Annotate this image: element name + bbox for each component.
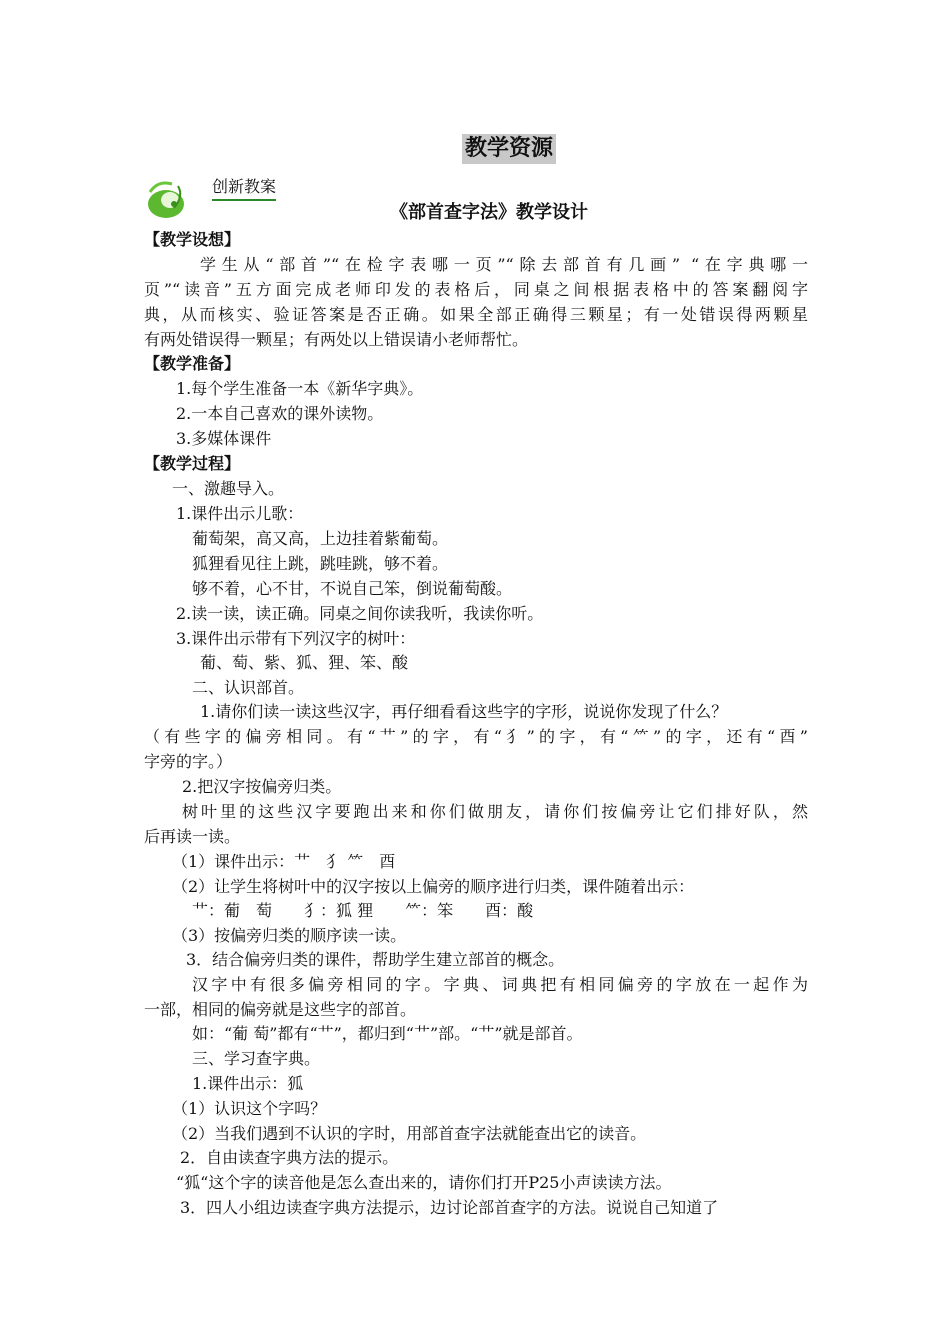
text-line: 2．自由读查字典方法的提示。 <box>180 1148 399 1167</box>
text-line: 艹：葡 萄 犭：狐 狸 ⺮：笨 酉：酸 <box>192 901 534 920</box>
text-line: 汉字中有很多偏旁相同的字。字典、词典把有相同偏旁的字放在一起作为 <box>192 975 808 994</box>
text-line: 2.把汉字按偏旁归类。 <box>182 777 342 796</box>
text-line: 一、激趣导入。 <box>172 479 285 498</box>
text-line: 1.课件出示儿歌： <box>176 504 304 523</box>
text-line: 3.多媒体课件 <box>176 429 272 448</box>
text-line: 葡、萄、紫、狐、狸、笨、酸 <box>200 653 409 672</box>
text-line: 1.每个学生准备一本《新华字典》。 <box>176 379 424 398</box>
section-heading: 【教学过程】 <box>144 454 241 473</box>
text-line: 3.课件出示带有下列汉字的树叶： <box>176 629 416 648</box>
text-line: 够不着，心不甘，不说自己笨，倒说葡萄酸。 <box>192 579 513 598</box>
text-line: 1.课件出示：狐 <box>192 1074 304 1093</box>
text-line: 典，从而核实、验证答案是否正确。如果全部正确得三颗星；有一处错误得两颗星 <box>144 305 808 324</box>
text-line: （1）课件出示：艹 犭 ⺮ 酉 <box>172 852 396 871</box>
text-line: 葡萄架，高又高，上边挂着紫葡萄。 <box>192 529 449 548</box>
document-title: 《部首查字法》教学设计 <box>390 202 588 223</box>
text-line: （3）按偏旁归类的顺序读一读。 <box>172 926 407 945</box>
text-line: （2）让学生将树叶中的汉字按以上偏旁的顺序进行归类，课件随着出示： <box>172 877 695 896</box>
text-line: 三、学习查字典。 <box>192 1049 321 1068</box>
text-line: 2.一本自己喜欢的课外读物。 <box>176 404 384 423</box>
text-line: 狐狸看见往上跳，跳哇跳，够不着。 <box>192 554 449 573</box>
text-line: 字旁的字。） <box>144 752 233 771</box>
text-line: 后再读一读。 <box>144 827 241 846</box>
text-line: 学生从“部首”“在检字表哪一页”“除去部首有几画” “在字典哪一 <box>200 255 808 274</box>
text-line: （2）当我们遇到不认识的字时，用部首查字法就能查出它的读音。 <box>172 1124 647 1143</box>
text-line: 树叶里的这些汉字要跑出来和你们做朋友，请你们按偏旁让它们排好队，然 <box>182 802 808 821</box>
section-link-innovative-lesson[interactable]: 创新教案 <box>212 176 276 201</box>
text-line: 一部，相同的偏旁就是这些字的部首。 <box>144 1000 417 1019</box>
text-line: 如：“葡 萄”都有“艹”，都归到“艹”部。“艹”就是部首。 <box>192 1024 583 1043</box>
text-line: 3．四人小组边读查字典方法提示，边讨论部首查字的方法。说说自己知道了 <box>180 1198 719 1217</box>
text-line: 二、认识部首。 <box>192 678 305 697</box>
text-line: （有些字的偏旁相同。有“艹”的字，有“犭”的字，有“⺮”的字，还有“酉” <box>144 727 808 746</box>
section-heading: 【教学设想】 <box>144 230 241 249</box>
header-title: 教学资源 <box>462 134 556 164</box>
text-line: “狐“这个字的读音他是怎么查出来的，请你们打开P25小声读读方法。 <box>176 1173 672 1192</box>
text-line: 2.读一读，读正确。同桌之间你读我听，我读你听。 <box>176 604 544 623</box>
section-heading: 【教学准备】 <box>144 354 241 373</box>
text-line: 3．结合偏旁归类的课件，帮助学生建立部首的概念。 <box>186 950 565 969</box>
text-line: 1.请你们读一读这些汉字，再仔细看看这些字的字形，说说你发现了什么？ <box>200 702 728 721</box>
text-line: 有两处错误得一颗星；有两处以上错误请小老师帮忙。 <box>144 330 529 349</box>
text-line: 页”“读音”五方面完成老师印发的表格后，同桌之间根据表格中的答案翻阅字 <box>144 280 808 299</box>
text-line: （1）认识这个字吗？ <box>172 1099 327 1118</box>
